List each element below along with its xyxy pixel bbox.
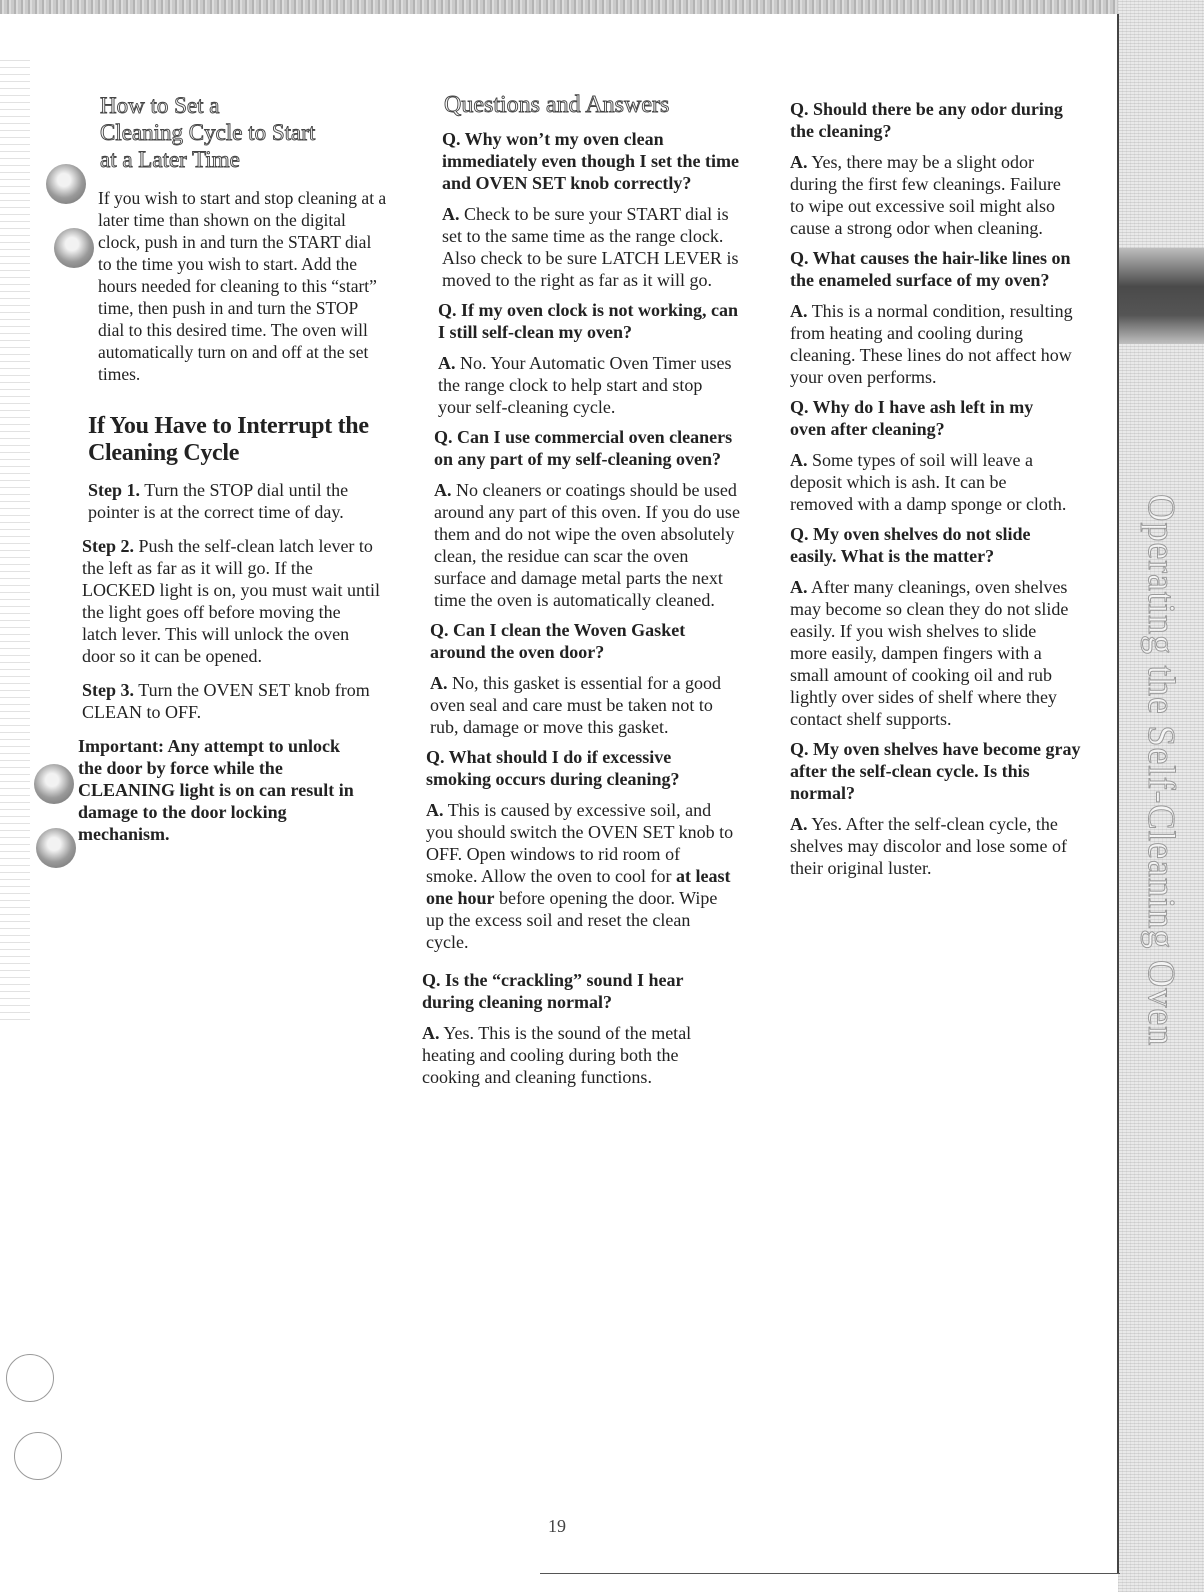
answer-text: After many cleanings, oven shelves may become so clean they do not slide easily. If you wish shelves to slide more easily, dampen fingers with a small amount of cooking oil and rub lightly over sides of shelf where they contact shelf supports.: [790, 577, 1069, 729]
step-label: Step 2.: [82, 536, 135, 556]
section-side-tab: [1138, 493, 1184, 1047]
answer-text: before opening the door. Wipe up the excess soil and reset the clean cycle.: [426, 888, 718, 952]
step-label: Step 3.: [82, 680, 135, 700]
answer-label: A.: [790, 301, 808, 321]
question: Q. What should I do if excessive smoking occurs during cleaning?: [426, 747, 680, 789]
step-text: Turn the OVEN SET knob from CLEAN to OFF.: [82, 680, 370, 722]
binder-hole-icon: [6, 1354, 54, 1402]
qa-item: [442, 128, 742, 291]
page-bottom-edge: [540, 1573, 1120, 1574]
heading-interrupt: [88, 413, 402, 467]
qa-item: [438, 299, 738, 418]
side-tab-label: Operating the Self-Cleaning Oven: [1140, 493, 1182, 1047]
bullet-dot-icon: [34, 764, 74, 804]
step-text: Push the self-clean latch lever to the left as far as it will go. If the LOCKED light is on, you must wait until the light goes off before moving the latch lever. This will unlock the oven door so it can be opened.: [82, 536, 381, 666]
right-column: [790, 98, 1090, 879]
heading-line: If You Have to Interrupt the: [88, 413, 369, 439]
answer-label: A.: [790, 152, 808, 172]
left-column: [78, 92, 402, 845]
heading-line: How to Set a: [100, 93, 220, 118]
important-text: Any attempt to unlock the door by force while the CLEANING light is on can result in damage to the door locking mechanism.: [78, 736, 354, 844]
qa-item: [790, 396, 1070, 515]
scan-top-edge: [0, 0, 1204, 14]
answer-label: A.: [422, 1023, 440, 1043]
heading-later-time: [100, 92, 402, 173]
qa-item: [790, 247, 1080, 388]
question: Q. Why do I have ash left in my oven after cleaning?: [790, 397, 1034, 439]
answer-label: A.: [442, 204, 460, 224]
qa-item: [790, 98, 1070, 239]
answer-text: Some types of soil will leave a deposit which is ash. It can be removed with a damp sponge or cloth.: [790, 450, 1067, 514]
answer: [790, 576, 1070, 730]
heading-line: at a Later Time: [100, 147, 240, 172]
qa-item: [430, 619, 730, 738]
heading-line: Cleaning Cycle to Start: [100, 120, 316, 145]
question: Q. Is the “crackling” sound I hear during cleaning normal?: [422, 970, 684, 1012]
middle-column: [422, 92, 756, 1088]
question: Q. Can I use commercial oven cleaners on any part of my self-cleaning oven?: [434, 427, 733, 469]
important-warning: [78, 735, 368, 845]
question: Q. Why won’t my oven clean immediately even though I set the time and OVEN SET knob correctly?: [442, 129, 739, 193]
answer: [790, 813, 1082, 879]
page-number: 19: [548, 1516, 566, 1536]
answer-label: A.: [430, 673, 448, 693]
answer-label: A.: [438, 353, 456, 373]
answer-label: A.: [790, 577, 808, 597]
step-text: Turn the STOP dial until the pointer is at the correct time of day.: [88, 480, 349, 522]
qa-item: [434, 426, 744, 611]
heading-line: Cleaning Cycle: [88, 440, 240, 466]
binder-hole-icon: [14, 1432, 62, 1480]
question: Q. If my oven clock is not working, can I still self-clean my oven?: [438, 300, 739, 342]
answer-label: A.: [426, 800, 444, 820]
question: Q. What causes the hair-like lines on the enameled surface of my oven?: [790, 248, 1071, 290]
answer-text: No cleaners or coatings should be used around any part of this oven. If you do use them and do not wipe the oven absolutely clean, the residue can scar the oven surface and damage metal parts the next time the oven is automatically cleaned.: [434, 480, 740, 610]
answer: [426, 799, 736, 953]
answer: [438, 352, 738, 418]
important-label: Important:: [78, 736, 164, 756]
answer-emphasis: at least one hour: [426, 866, 731, 908]
bullet-dot-icon: [46, 164, 86, 204]
answer-text: Yes. After the self-clean cycle, the shelves may discolor and lose some of their original luster.: [790, 814, 1067, 878]
answer-text: This is caused by excessive soil, and you should switch the OVEN SET knob to OFF. Open windows to rid room of smoke. Allow the oven to cool for: [426, 800, 734, 886]
qa-item: [790, 738, 1082, 879]
answer-label: A.: [790, 814, 808, 834]
answer-text: Yes, there may be a slight odor during the first few cleanings. Failure to wipe out excessive soil might also cause a strong odor when cleaning.: [790, 152, 1061, 238]
step-1: [88, 479, 386, 523]
answer: [430, 672, 730, 738]
answer: [434, 479, 744, 611]
answer: [790, 300, 1080, 388]
question: Q. My oven shelves do not slide easily. What is the matter?: [790, 524, 1031, 566]
answer: [790, 449, 1070, 515]
heading-questions-answers: Questions and Answers: [444, 92, 670, 118]
step-2: [82, 535, 380, 667]
question: Q. Can I clean the Woven Gasket around the oven door?: [430, 620, 686, 662]
answer-label: A.: [790, 450, 808, 470]
answer-text: Yes. This is the sound of the metal heating and cooling during both the cooking and cleaning functions.: [422, 1023, 692, 1087]
answer-text: No, this gasket is essential for a good oven seal and care must be taken not to rub, damage or move this gasket.: [430, 673, 721, 737]
question: Q. Should there be any odor during the cleaning?: [790, 99, 1063, 141]
scan-left-margin: [0, 60, 30, 1020]
question: Q. My oven shelves have become gray after the self-clean cycle. Is this normal?: [790, 739, 1081, 803]
page-edge: [1117, 14, 1119, 1574]
qa-item: [790, 523, 1070, 730]
later-time-instructions: If you wish to start and stop cleaning at a later time than shown on the digital clock, push in and turn the START dial to the time you wish to start. Add the hours needed for cleaning to this “start” time, then push in and turn the STOP dial to this desired time. The oven will automatically turn on and off at the set times.: [98, 188, 387, 384]
answer: [442, 203, 742, 291]
answer-text: No. Your Automatic Oven Timer uses the range clock to help start and stop your self-cleaning cycle.: [438, 353, 732, 417]
qa-item: [422, 969, 734, 1088]
answer: [422, 1022, 734, 1088]
answer-text: Check to be sure your START dial is set to the same time as the range clock. Also check to be sure LATCH LEVER is moved to the right as far as it will go.: [442, 204, 739, 290]
qa-item: [426, 746, 736, 953]
step-3: [82, 679, 372, 723]
answer: [790, 151, 1070, 239]
bullet-dot-icon: [36, 828, 76, 868]
answer-text: This is a normal condition, resulting from heating and cooling during cleaning. These lines do not affect how your oven performs.: [790, 301, 1073, 387]
answer-label: A.: [434, 480, 452, 500]
thumb-tab-mark: [1118, 248, 1204, 344]
step-label: Step 1.: [88, 480, 141, 500]
